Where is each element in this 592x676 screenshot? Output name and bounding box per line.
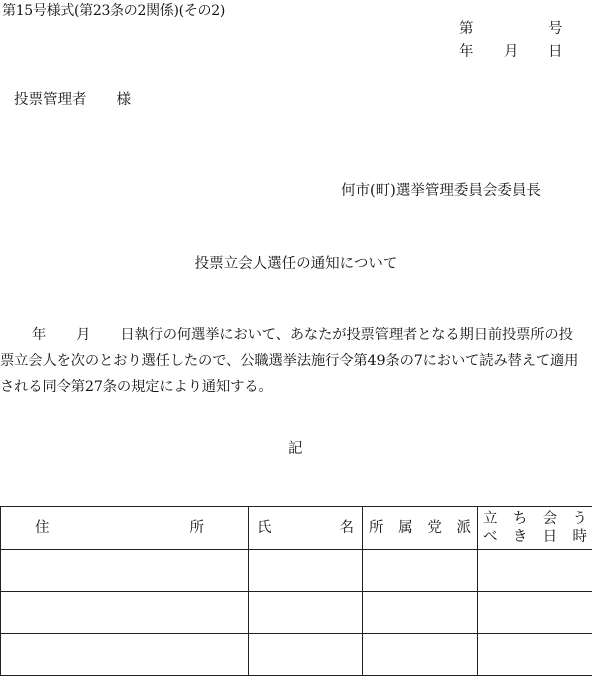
table-row (1, 592, 592, 634)
document-number-prefix: 第 (459, 21, 474, 37)
cell-attend-time (478, 550, 592, 592)
cell-name (249, 550, 363, 592)
header-name: 氏 名 (249, 507, 363, 550)
body-line-2: 票立会人を次のとおり選任したので、公職選挙法施行令第49条の7において読み替えて適用 (0, 353, 579, 369)
ki-heading: 記 (288, 441, 303, 457)
cell-affiliation (363, 550, 478, 592)
cell-address (1, 592, 249, 634)
body-month-label: 月 (76, 327, 91, 343)
cell-address (1, 634, 249, 676)
header-affiliation: 所 属 党 派 (363, 507, 478, 550)
cell-name (249, 592, 363, 634)
document-number-suffix: 号 (548, 21, 563, 37)
appointee-table (0, 506, 592, 676)
cell-name (249, 634, 363, 676)
body-year-label: 年 (32, 327, 47, 343)
form-number: 第15号様式(第23条の2関係)(その2) (2, 3, 225, 19)
body-text (0, 322, 592, 400)
cell-attend-time (478, 592, 592, 634)
body-line-1 (0, 322, 592, 348)
addressee-honorific: 様 (116, 92, 131, 108)
cell-attend-time (478, 634, 592, 676)
cell-affiliation (363, 634, 478, 676)
header-attend-time: 立 ち 会 う べ き 日 時 (478, 507, 592, 550)
cell-affiliation (363, 592, 478, 634)
sender: 何市(町)選挙管理委員会委員長 (341, 183, 541, 199)
addressee (14, 93, 131, 108)
date-year-label: 年 (459, 44, 474, 60)
table-row (1, 550, 592, 592)
subject-title: 投票立会人選任の通知について (194, 256, 398, 272)
table-row (1, 634, 592, 676)
table-header-row (1, 507, 592, 550)
date-day-label: 日 (548, 44, 563, 60)
cell-address (1, 550, 249, 592)
body-line-3: される同令第27条の規定により通知する。 (0, 379, 273, 395)
date-month-label: 月 (504, 44, 519, 60)
addressee-name: 投票管理者 (14, 92, 87, 108)
header-address: 住 所 (1, 507, 249, 550)
body-line-1-text: 日執行の何選挙において、あなたが投票管理者となる期日前投票所の投 (120, 327, 573, 343)
